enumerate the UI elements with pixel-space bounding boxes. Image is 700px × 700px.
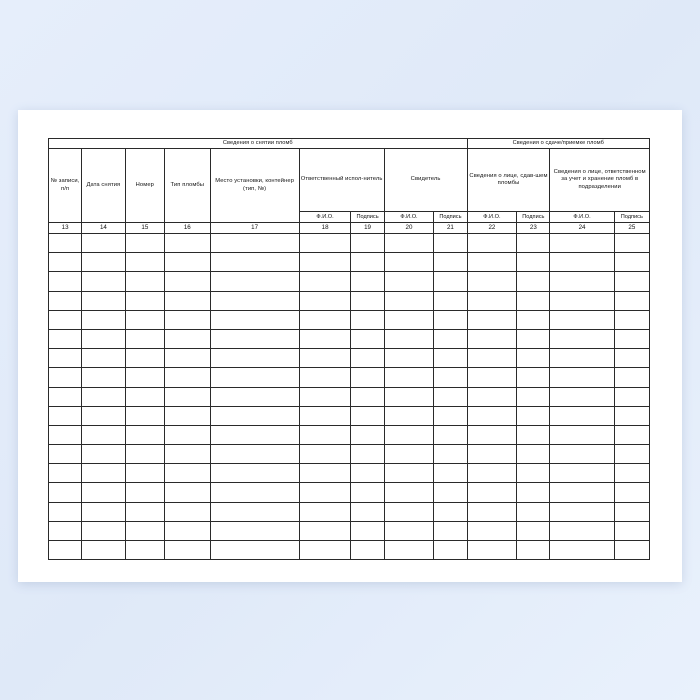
table-cell[interactable] xyxy=(351,541,384,560)
table-cell[interactable] xyxy=(550,541,614,560)
col-number-25: 25 xyxy=(614,223,649,234)
table-cell[interactable] xyxy=(384,464,434,483)
table-cell[interactable] xyxy=(384,502,434,521)
table-cell[interactable] xyxy=(82,234,126,253)
col-number-23: 23 xyxy=(517,223,550,234)
table-cell[interactable] xyxy=(384,483,434,502)
table-cell[interactable] xyxy=(299,464,351,483)
table-cell[interactable] xyxy=(210,234,299,253)
sub-header-witness-fio: Ф.И.О. xyxy=(384,212,434,223)
table-cell[interactable] xyxy=(517,521,550,540)
table-cell[interactable] xyxy=(614,483,649,502)
col-number-17: 17 xyxy=(210,223,299,234)
table-cell[interactable] xyxy=(165,464,211,483)
table-cell[interactable] xyxy=(550,387,614,406)
table-cell[interactable] xyxy=(351,253,384,272)
table-cell[interactable] xyxy=(467,445,517,464)
table-cell[interactable] xyxy=(467,502,517,521)
table-cell[interactable] xyxy=(125,445,164,464)
table-row[interactable] xyxy=(49,445,650,464)
table-cell[interactable] xyxy=(550,234,614,253)
table-cell[interactable] xyxy=(351,234,384,253)
table-cell[interactable] xyxy=(125,329,164,348)
table-cell[interactable] xyxy=(82,521,126,540)
sub-header-executor-signature: Подпись xyxy=(351,212,384,223)
table-cell[interactable] xyxy=(434,406,467,425)
table-cell[interactable] xyxy=(165,234,211,253)
table-cell[interactable] xyxy=(210,464,299,483)
table-cell[interactable] xyxy=(125,483,164,502)
table-cell[interactable] xyxy=(49,445,82,464)
table-row[interactable] xyxy=(49,464,650,483)
table-cell[interactable] xyxy=(517,464,550,483)
table-cell[interactable] xyxy=(82,502,126,521)
table-cell[interactable] xyxy=(82,349,126,368)
table-cell[interactable] xyxy=(351,272,384,291)
table-cell[interactable] xyxy=(125,425,164,444)
table-cell[interactable] xyxy=(517,368,550,387)
table-cell[interactable] xyxy=(351,445,384,464)
table-cell[interactable] xyxy=(49,349,82,368)
column-number-row xyxy=(49,223,650,234)
table-cell[interactable] xyxy=(299,272,351,291)
table-cell[interactable] xyxy=(434,272,467,291)
table-cell[interactable] xyxy=(467,425,517,444)
col-number-14: 14 xyxy=(82,223,126,234)
table-cell[interactable] xyxy=(434,502,467,521)
table-cell[interactable] xyxy=(351,425,384,444)
table-cell[interactable] xyxy=(49,464,82,483)
table-cell[interactable] xyxy=(49,406,82,425)
table-cell[interactable] xyxy=(467,291,517,310)
col-number-18: 18 xyxy=(299,223,351,234)
table-cell[interactable] xyxy=(550,406,614,425)
table-cell[interactable] xyxy=(434,253,467,272)
table-cell[interactable] xyxy=(384,368,434,387)
table-cell[interactable] xyxy=(82,310,126,329)
table-cell[interactable] xyxy=(210,310,299,329)
table-cell[interactable] xyxy=(165,502,211,521)
table-cell[interactable] xyxy=(165,406,211,425)
table-cell[interactable] xyxy=(125,387,164,406)
table-cell[interactable] xyxy=(210,329,299,348)
column-header-row xyxy=(49,149,650,212)
table-cell[interactable] xyxy=(49,272,82,291)
table-cell[interactable] xyxy=(517,329,550,348)
table-cell[interactable] xyxy=(210,521,299,540)
table-cell[interactable] xyxy=(125,368,164,387)
table-cell[interactable] xyxy=(517,445,550,464)
table-cell[interactable] xyxy=(82,483,126,502)
table-cell[interactable] xyxy=(467,406,517,425)
table-cell[interactable] xyxy=(550,445,614,464)
table-cell[interactable] xyxy=(517,502,550,521)
table-cell[interactable] xyxy=(82,368,126,387)
col-number-22: 22 xyxy=(467,223,517,234)
table-cell[interactable] xyxy=(434,368,467,387)
table-row[interactable] xyxy=(49,253,650,272)
table-cell[interactable] xyxy=(125,310,164,329)
table-row[interactable] xyxy=(49,291,650,310)
table-cell[interactable] xyxy=(614,253,649,272)
table-cell[interactable] xyxy=(165,349,211,368)
table-cell[interactable] xyxy=(384,387,434,406)
table-row[interactable] xyxy=(49,310,650,329)
table-cell[interactable] xyxy=(49,291,82,310)
table-cell[interactable] xyxy=(299,291,351,310)
table-cell[interactable] xyxy=(210,291,299,310)
col-header-person-handing-over: Сведения о лице, сдав-шем пломбы xyxy=(467,149,550,212)
table-cell[interactable] xyxy=(82,464,126,483)
table-cell[interactable] xyxy=(517,234,550,253)
table-cell[interactable] xyxy=(82,253,126,272)
table-cell[interactable] xyxy=(550,272,614,291)
table-cell[interactable] xyxy=(517,541,550,560)
table-cell[interactable] xyxy=(434,425,467,444)
table-cell[interactable] xyxy=(299,368,351,387)
table-cell[interactable] xyxy=(434,234,467,253)
table-cell[interactable] xyxy=(351,464,384,483)
table-cell[interactable] xyxy=(125,291,164,310)
table-cell[interactable] xyxy=(614,406,649,425)
table-cell[interactable] xyxy=(467,464,517,483)
table-cell[interactable] xyxy=(299,349,351,368)
table-cell[interactable] xyxy=(351,329,384,348)
table-cell[interactable] xyxy=(299,502,351,521)
table-cell[interactable] xyxy=(351,521,384,540)
table-row[interactable] xyxy=(49,272,650,291)
table-cell[interactable] xyxy=(517,349,550,368)
table-cell[interactable] xyxy=(49,502,82,521)
table-cell[interactable] xyxy=(82,272,126,291)
group-header-handover: Сведения о сдаче/приемке пломб xyxy=(467,139,649,149)
table-cell[interactable] xyxy=(384,425,434,444)
table-row[interactable] xyxy=(49,368,650,387)
table-cell[interactable] xyxy=(49,310,82,329)
table-cell[interactable] xyxy=(467,483,517,502)
group-header-row xyxy=(49,139,650,149)
table-cell[interactable] xyxy=(517,406,550,425)
journal-body xyxy=(49,234,650,560)
table-cell[interactable] xyxy=(165,310,211,329)
table-cell[interactable] xyxy=(517,483,550,502)
table-cell[interactable] xyxy=(384,329,434,348)
table-cell[interactable] xyxy=(384,349,434,368)
table-cell[interactable] xyxy=(467,521,517,540)
table-cell[interactable] xyxy=(550,368,614,387)
col-header-install-place: Место установки, контейнер (тип, №) xyxy=(210,149,299,223)
table-cell[interactable] xyxy=(125,521,164,540)
table-cell[interactable] xyxy=(384,521,434,540)
col-header-person-responsible-storage: Сведения о лице, ответственном за учет и хранение пломб в подразделении xyxy=(550,149,650,212)
table-cell[interactable] xyxy=(467,349,517,368)
table-cell[interactable] xyxy=(467,272,517,291)
table-cell[interactable] xyxy=(210,253,299,272)
table-cell[interactable] xyxy=(550,291,614,310)
sub-header-handover-signature: Подпись xyxy=(517,212,550,223)
table-cell[interactable] xyxy=(550,502,614,521)
table-cell[interactable] xyxy=(165,329,211,348)
table-cell[interactable] xyxy=(351,406,384,425)
table-cell[interactable] xyxy=(434,445,467,464)
table-cell[interactable] xyxy=(49,483,82,502)
col-header-record-number: № записи, п/п xyxy=(49,149,82,223)
table-cell[interactable] xyxy=(49,368,82,387)
table-cell[interactable] xyxy=(614,234,649,253)
table-cell[interactable] xyxy=(165,483,211,502)
table-row[interactable] xyxy=(49,425,650,444)
table-cell[interactable] xyxy=(614,349,649,368)
col-number-13: 13 xyxy=(49,223,82,234)
table-cell[interactable] xyxy=(467,253,517,272)
table-cell[interactable] xyxy=(299,483,351,502)
sub-header-handover-fio: Ф.И.О. xyxy=(467,212,517,223)
table-cell[interactable] xyxy=(299,329,351,348)
sub-header-storage-fio: Ф.И.О. xyxy=(550,212,614,223)
table-cell[interactable] xyxy=(165,445,211,464)
table-cell[interactable] xyxy=(384,445,434,464)
table-cell[interactable] xyxy=(434,521,467,540)
table-cell[interactable] xyxy=(467,541,517,560)
table-cell[interactable] xyxy=(550,425,614,444)
document-sheet xyxy=(18,110,682,582)
table-cell[interactable] xyxy=(82,387,126,406)
table-row[interactable] xyxy=(49,329,650,348)
table-cell[interactable] xyxy=(384,253,434,272)
table-cell[interactable] xyxy=(434,310,467,329)
table-cell[interactable] xyxy=(467,234,517,253)
table-cell[interactable] xyxy=(165,253,211,272)
table-cell[interactable] xyxy=(49,329,82,348)
table-cell[interactable] xyxy=(614,310,649,329)
table-cell[interactable] xyxy=(550,483,614,502)
table-cell[interactable] xyxy=(467,387,517,406)
table-row[interactable] xyxy=(49,502,650,521)
table-cell[interactable] xyxy=(517,310,550,329)
table-cell[interactable] xyxy=(614,272,649,291)
table-cell[interactable] xyxy=(125,464,164,483)
table-cell[interactable] xyxy=(125,272,164,291)
table-cell[interactable] xyxy=(351,349,384,368)
table-cell[interactable] xyxy=(384,291,434,310)
table-cell[interactable] xyxy=(299,253,351,272)
table-cell[interactable] xyxy=(210,368,299,387)
col-header-witness: Свидетель xyxy=(384,149,467,212)
col-number-20: 20 xyxy=(384,223,434,234)
table-cell[interactable] xyxy=(614,541,649,560)
table-cell[interactable] xyxy=(351,502,384,521)
table-cell[interactable] xyxy=(49,521,82,540)
table-cell[interactable] xyxy=(125,502,164,521)
col-header-seal-number: Номер xyxy=(125,149,164,223)
table-cell[interactable] xyxy=(125,541,164,560)
col-header-removal-date: Дата снятия xyxy=(82,149,126,223)
table-cell[interactable] xyxy=(125,234,164,253)
group-header-removal: Сведения о снятии пломб xyxy=(49,139,468,149)
table-cell[interactable] xyxy=(467,368,517,387)
table-row[interactable] xyxy=(49,387,650,406)
table-cell[interactable] xyxy=(517,425,550,444)
table-cell[interactable] xyxy=(82,291,126,310)
table-cell[interactable] xyxy=(614,502,649,521)
table-cell[interactable] xyxy=(82,406,126,425)
table-cell[interactable] xyxy=(550,464,614,483)
table-cell[interactable] xyxy=(550,521,614,540)
col-number-21: 21 xyxy=(434,223,467,234)
table-cell[interactable] xyxy=(351,368,384,387)
table-cell[interactable] xyxy=(82,329,126,348)
table-cell[interactable] xyxy=(49,425,82,444)
col-number-15: 15 xyxy=(125,223,164,234)
sub-header-storage-signature: Подпись xyxy=(614,212,649,223)
table-cell[interactable] xyxy=(299,541,351,560)
table-cell[interactable] xyxy=(351,483,384,502)
table-cell[interactable] xyxy=(299,234,351,253)
table-cell[interactable] xyxy=(125,253,164,272)
table-cell[interactable] xyxy=(614,445,649,464)
table-cell[interactable] xyxy=(299,387,351,406)
table-cell[interactable] xyxy=(210,483,299,502)
table-cell[interactable] xyxy=(299,406,351,425)
table-cell[interactable] xyxy=(614,521,649,540)
col-header-responsible-executor: Ответственный испол-нитель xyxy=(299,149,384,212)
table-row[interactable] xyxy=(49,541,650,560)
table-cell[interactable] xyxy=(550,253,614,272)
table-cell[interactable] xyxy=(165,425,211,444)
table-cell[interactable] xyxy=(434,483,467,502)
table-cell[interactable] xyxy=(210,272,299,291)
table-cell[interactable] xyxy=(299,521,351,540)
table-cell[interactable] xyxy=(614,329,649,348)
table-row[interactable] xyxy=(49,483,650,502)
table-cell[interactable] xyxy=(384,406,434,425)
table-cell[interactable] xyxy=(550,310,614,329)
table-cell[interactable] xyxy=(614,291,649,310)
table-cell[interactable] xyxy=(351,310,384,329)
table-cell[interactable] xyxy=(210,425,299,444)
table-cell[interactable] xyxy=(517,387,550,406)
table-row[interactable] xyxy=(49,406,650,425)
table-cell[interactable] xyxy=(351,291,384,310)
table-cell[interactable] xyxy=(210,387,299,406)
table-cell[interactable] xyxy=(434,387,467,406)
table-cell[interactable] xyxy=(517,253,550,272)
table-cell[interactable] xyxy=(210,502,299,521)
table-cell[interactable] xyxy=(49,234,82,253)
table-row[interactable] xyxy=(49,234,650,253)
table-cell[interactable] xyxy=(384,310,434,329)
table-cell[interactable] xyxy=(614,464,649,483)
table-cell[interactable] xyxy=(517,291,550,310)
table-cell[interactable] xyxy=(434,329,467,348)
table-cell[interactable] xyxy=(434,291,467,310)
table-cell[interactable] xyxy=(210,349,299,368)
table-cell[interactable] xyxy=(614,368,649,387)
table-cell[interactable] xyxy=(49,253,82,272)
sub-header-witness-signature: Подпись xyxy=(434,212,467,223)
table-cell[interactable] xyxy=(384,272,434,291)
table-cell[interactable] xyxy=(299,425,351,444)
table-cell[interactable] xyxy=(165,368,211,387)
table-cell[interactable] xyxy=(165,521,211,540)
table-cell[interactable] xyxy=(165,387,211,406)
table-cell[interactable] xyxy=(467,310,517,329)
col-number-19: 19 xyxy=(351,223,384,234)
table-cell[interactable] xyxy=(165,291,211,310)
table-cell[interactable] xyxy=(210,445,299,464)
table-cell[interactable] xyxy=(165,541,211,560)
sub-header-executor-fio: Ф.И.О. xyxy=(299,212,351,223)
table-cell[interactable] xyxy=(550,349,614,368)
table-cell[interactable] xyxy=(210,541,299,560)
table-cell[interactable] xyxy=(351,387,384,406)
table-cell[interactable] xyxy=(614,425,649,444)
table-cell[interactable] xyxy=(434,464,467,483)
table-cell[interactable] xyxy=(82,541,126,560)
table-row[interactable] xyxy=(49,349,650,368)
journal-table-container xyxy=(48,138,650,560)
col-header-seal-type: Тип пломбы xyxy=(165,149,211,223)
col-number-16: 16 xyxy=(165,223,211,234)
table-cell[interactable] xyxy=(210,406,299,425)
table-cell[interactable] xyxy=(82,445,126,464)
table-cell[interactable] xyxy=(49,387,82,406)
table-cell[interactable] xyxy=(384,541,434,560)
table-cell[interactable] xyxy=(614,387,649,406)
table-cell[interactable] xyxy=(299,310,351,329)
table-cell[interactable] xyxy=(299,445,351,464)
table-cell[interactable] xyxy=(434,349,467,368)
journal-table xyxy=(48,138,650,560)
col-number-24: 24 xyxy=(550,223,614,234)
table-cell[interactable] xyxy=(434,541,467,560)
table-cell[interactable] xyxy=(125,406,164,425)
table-cell[interactable] xyxy=(550,329,614,348)
table-cell[interactable] xyxy=(517,272,550,291)
table-cell[interactable] xyxy=(125,349,164,368)
table-cell[interactable] xyxy=(82,425,126,444)
table-cell[interactable] xyxy=(467,329,517,348)
table-row[interactable] xyxy=(49,521,650,540)
table-cell[interactable] xyxy=(384,234,434,253)
table-cell[interactable] xyxy=(49,541,82,560)
table-cell[interactable] xyxy=(165,272,211,291)
